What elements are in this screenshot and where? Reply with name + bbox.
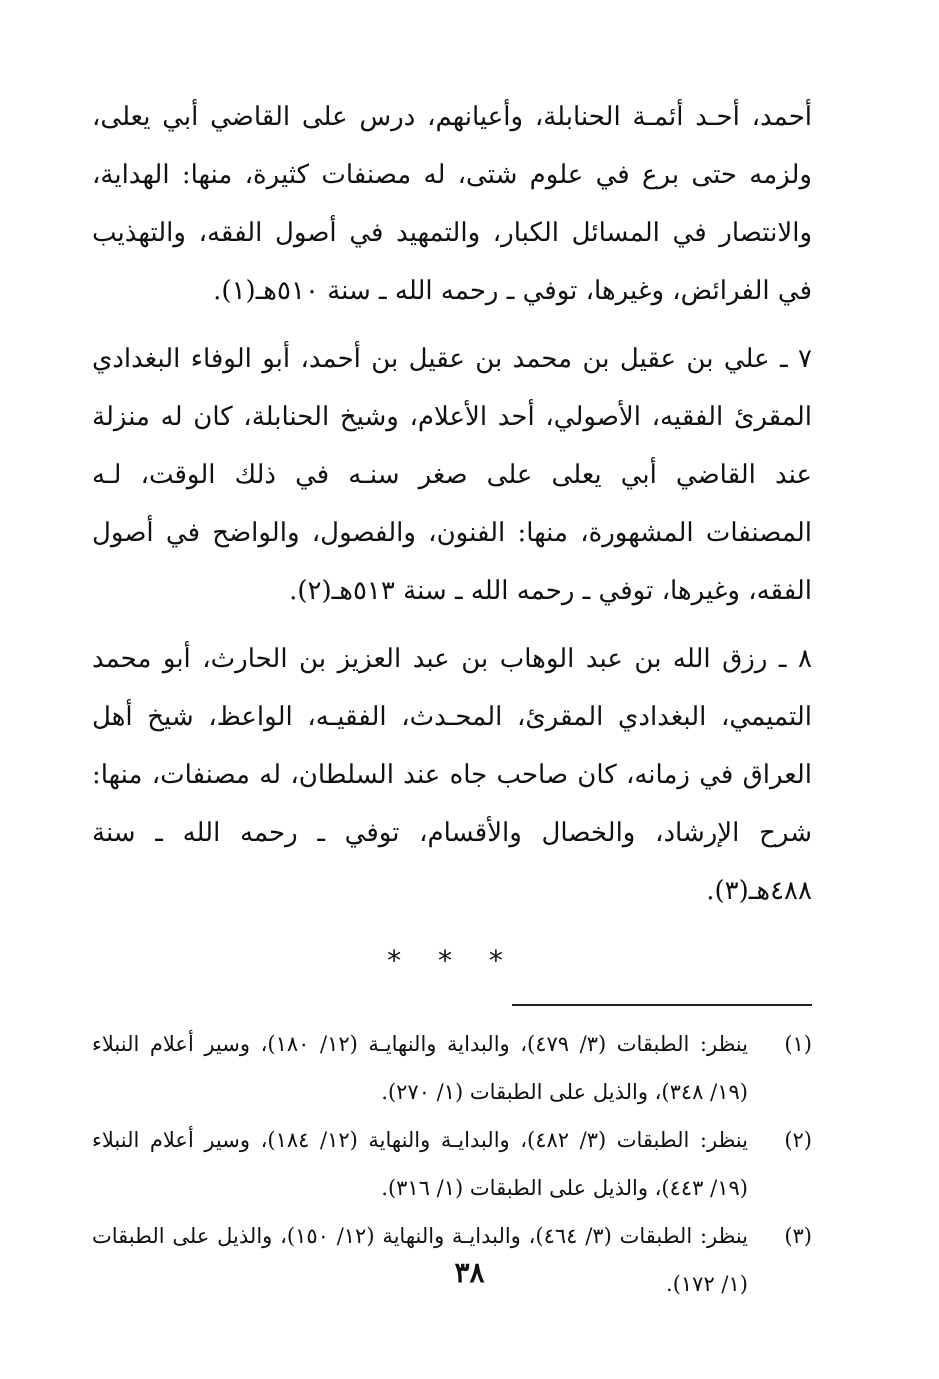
footnote-text: ينظر: الطبقات (٣/ ٤٦٤)، والبدايـة والنهاية (١٢/ ١٥٠)، والذيل على الطبقات (١/ ١٧٢). bbox=[92, 1224, 749, 1296]
body-paragraph-1: أحمد، أحـد أئمـة الحنابلة، وأعيانهم، درس على القاضي أبي يعلى، ولزمه حتى برع في علوم شتى، له مصنفات كثيرة، منها: الهداية، والانتصار في المسائل الكبار، والتمهيد في أصول الفقه، والتهذيب في الفرائض، وغيرها، توفي ـ رحمه الله ـ سنة ٥١٠هـ(١). bbox=[92, 102, 812, 306]
body-paragraph-3: ٨ ـ رزق الله بن عبد الوهاب بن عبد العزيز بن الحارث، أبو محمد التميمي، البغدادي المقرئ، المحـدث، الفقيـه، الواعظ، شيخ أهل العراق في زمانه، كان صاحب جاه عند السلطان، له مصنفات، منها: شرح الإرشاد، والخصال والأقسام، توفي ـ رحمه الله ـ سنة ٤٨٨هـ(٣). bbox=[92, 644, 812, 906]
page-content bbox=[92, 88, 812, 1308]
footnote-2 bbox=[92, 1116, 812, 1212]
page-number: ٣٨ bbox=[454, 1256, 485, 1289]
section-separator: * * * bbox=[387, 944, 517, 977]
footnote-1 bbox=[92, 1020, 812, 1116]
body-paragraph-2: ٧ ـ علي بن عقيل بن محمد بن عقيل بن أحمد، أبو الوفاء البغدادي المقرئ الفقيه، الأصولي، أحد الأعلام، وشيخ الحنابلة، كان له منزلة عند القاضي أبي يعلى على صغر سنـه في ذلك الوقت، لـه المصنفات المشهورة، منها: الفنون، والفصول، والواضح في أصول الفقه، وغيرها، توفي ـ رحمه الله ـ سنة ٥١٣هـ(٢). bbox=[92, 344, 812, 606]
footnote-text: ينظر: الطبقات (٣/ ٤٧٩)، والبداية والنهايـة (١٢/ ١٨٠)، وسير أعلام النبلاء (١٩/ ٣٤٨)، والذيل على الطبقات (١/ ٢٧٠). bbox=[92, 1032, 748, 1104]
footnote-text: ينظر: الطبقات (٣/ ٤٨٢)، والبدايـة والنهاية (١٢/ ١٨٤)، وسير أعلام النبلاء (١٩/ ٤٤٣)، والذيل على الطبقات (١/ ٣١٦). bbox=[92, 1128, 748, 1200]
footnote-divider bbox=[512, 1004, 812, 1006]
footnote-number: (٢) bbox=[784, 1128, 812, 1152]
footnote-number: (٣) bbox=[784, 1224, 812, 1248]
footnote-number: (١) bbox=[784, 1032, 812, 1056]
